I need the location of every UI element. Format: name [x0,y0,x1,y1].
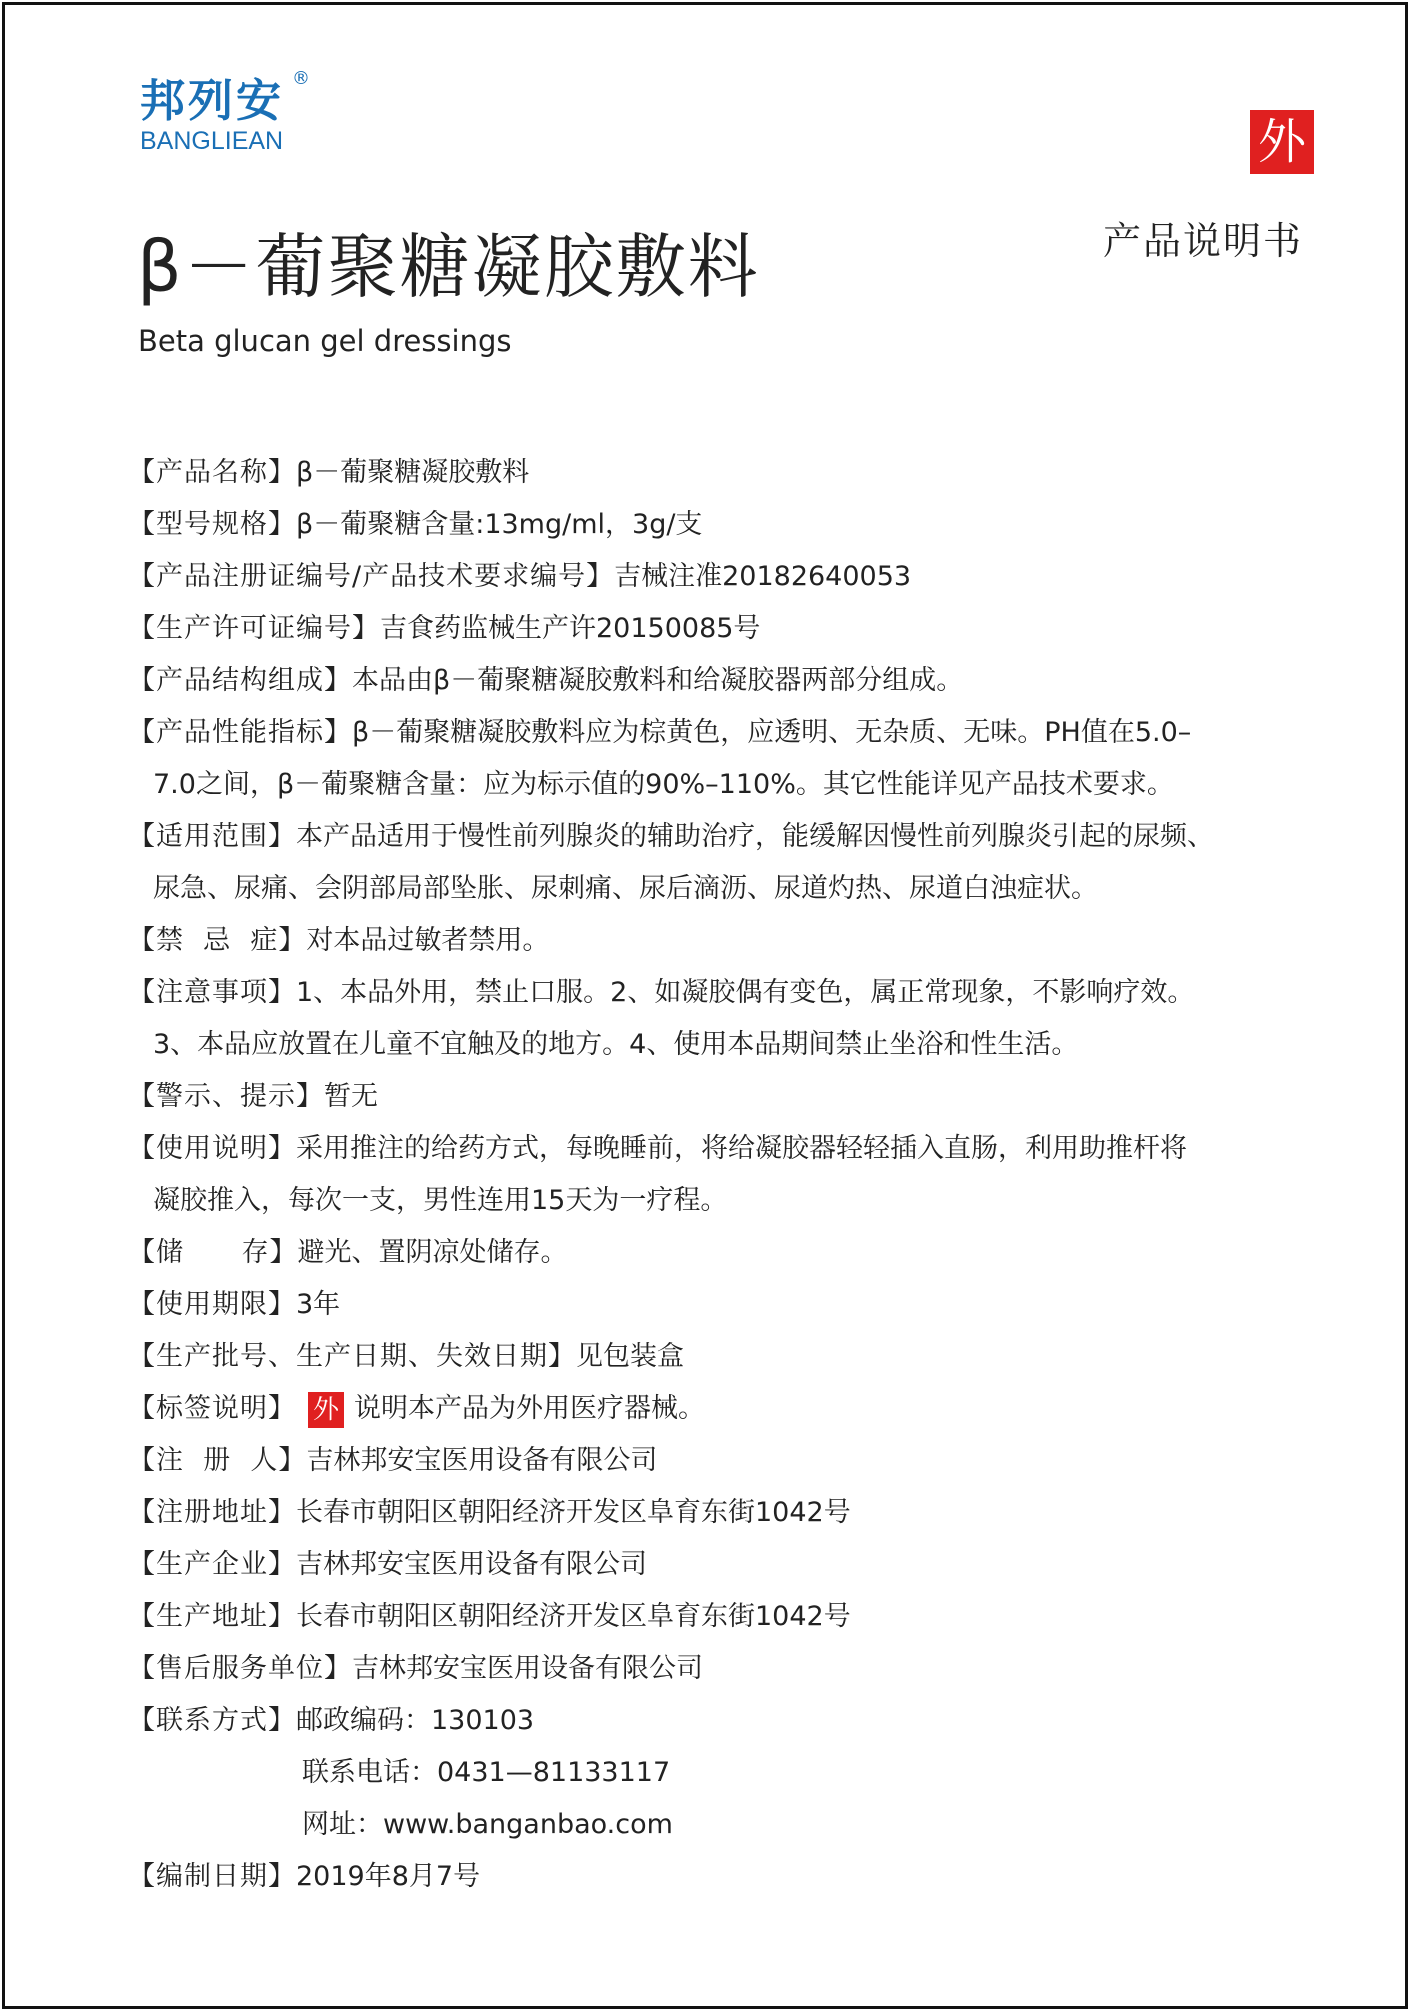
field-warning [128,1071,1308,1123]
field-label: 【生产批号、生产日期、失效日期】 [128,1341,576,1372]
field-compile-date [128,1851,1308,1903]
field-usage-cont: 凝胶推入，每次一支，男性连用15天为一疗程。 [153,1185,728,1216]
brand-name-cn [140,68,313,127]
field-value: 吉食药监械生产许20150085号 [380,613,761,644]
field-label: 【产品注册证编号/产品技术要求编号】 [128,561,615,592]
product-subtitle: Beta glucan gel dressings [138,324,512,358]
field-label: 【产品名称】 [128,457,296,488]
instructions-body [128,447,1308,1903]
field-precautions-cont: 3、本品应放置在儿童不宜触及的地方。4、使用本品期间禁止坐浴和性生活。 [153,1029,1079,1060]
field-value: 本产品适用于慢性前列腺炎的辅助治疗，能缓解因慢性前列腺炎引起的尿频、 [296,821,1214,852]
field-value: 对本品过敏者禁用。 [306,925,550,956]
field-label: 【型号规格】 [128,509,296,540]
field-label: 【警示、提示】 [128,1081,324,1112]
field-shelf-life [128,1279,1308,1331]
field-precautions [128,967,1308,1019]
field-registrant [128,1435,1308,1487]
field-label: 【编制日期】 [128,1861,296,1892]
contact-phone: 联系电话：0431—81133117 [302,1757,671,1788]
field-usage [128,1123,1308,1175]
field-performance-cont: 7.0之间，β－葡聚糖含量：应为标示值的90%–110%。其它性能详见产品技术要求。 [153,769,1174,800]
field-label: 【使用说明】 [128,1133,296,1164]
field-performance [128,707,1308,759]
field-value: 说明本产品为外用医疗器械。 [354,1393,705,1424]
field-label: 【标签说明】 [128,1393,296,1424]
field-manufacturer [128,1539,1308,1591]
field-label: 【注意事项】 [128,977,296,1008]
field-value: 采用推注的给药方式，每晚睡前，将给凝胶器轻轻插入直肠，利用助推杆将 [296,1133,1187,1164]
field-value: 2019年8月7号 [296,1861,481,1892]
field-label: 【生产企业】 [128,1549,296,1580]
field-value: 长春市朝阳区朝阳经济开发区阜育东街1042号 [296,1497,851,1528]
field-label: 【产品性能指标】 [128,717,352,748]
field-label: 【产品结构组成】 [128,665,352,696]
field-service [128,1643,1308,1695]
field-value: 吉林邦安宝医用设备有限公司 [296,1549,647,1580]
field-value: 吉械注准20182640053 [614,561,912,592]
field-value: β－葡聚糖凝胶敷料 [296,457,530,488]
field-mfg-address [128,1591,1308,1643]
brand-logo [140,68,313,156]
field-product-name [128,447,1308,499]
external-use-inline-badge: 外 [308,1392,344,1428]
field-label: 【生产地址】 [128,1601,296,1632]
field-registration-no [128,551,1308,603]
field-value: 1、本品外用，禁止口服。2、如凝胶偶有变色，属正常现象，不影响疗效。 [296,977,1195,1008]
contact-website: 网址：www.banganbao.com [302,1809,673,1840]
field-reg-address [128,1487,1308,1539]
field-contraindication [128,915,1308,967]
field-label: 【注册地址】 [128,1497,296,1528]
field-scope-cont: 尿急、尿痛、会阴部局部坠胀、尿刺痛、尿后滴沥、尿道灼热、尿道白浊症状。 [153,873,1098,904]
field-value: 暂无 [324,1081,378,1112]
field-label: 【禁 忌 症】 [128,925,307,956]
field-value: β－葡聚糖含量:13mg/ml，3g/支 [296,509,703,540]
field-model-spec [128,499,1308,551]
field-value: β－葡聚糖凝胶敷料应为棕黄色，应透明、无杂质、无味。PH值在5.0– [352,717,1192,748]
field-label: 【储 存】 [128,1237,298,1268]
field-value: 避光、置阴凉处储存。 [297,1237,568,1268]
field-value: 吉林邦安宝医用设备有限公司 [352,1653,703,1684]
field-label: 【适用范围】 [128,821,296,852]
field-label: 【注 册 人】 [128,1445,307,1476]
field-storage [128,1227,1308,1279]
brand-name-cn-text: 邦列安 [140,74,285,127]
external-use-badge: 外 [1250,110,1314,174]
field-scope [128,811,1308,863]
field-label-desc [128,1383,1308,1435]
contact-postcode: 邮政编码：130103 [296,1705,535,1736]
field-license-no [128,603,1308,655]
product-title: β－葡聚糖凝胶敷料 [137,226,760,308]
brand-name-en: BANGLIEAN [140,127,284,155]
field-value: 见包装盒 [576,1341,684,1372]
field-batch [128,1331,1308,1383]
field-label: 【售后服务单位】 [128,1653,352,1684]
document-type: 产品说明书 [1103,219,1304,263]
field-label: 【生产许可证编号】 [128,613,380,644]
registered-mark: ® [292,68,313,89]
field-label: 【联系方式】 [128,1705,296,1736]
field-value: 3年 [296,1289,341,1320]
field-value: 吉林邦安宝医用设备有限公司 [306,1445,658,1476]
field-contact [128,1695,1308,1747]
field-structure [128,655,1308,707]
field-value: 长春市朝阳区朝阳经济开发区阜育东街1042号 [296,1601,851,1632]
field-value: 本品由β－葡聚糖凝胶敷料和给凝胶器两部分组成。 [352,665,964,696]
field-label: 【使用期限】 [128,1289,296,1320]
